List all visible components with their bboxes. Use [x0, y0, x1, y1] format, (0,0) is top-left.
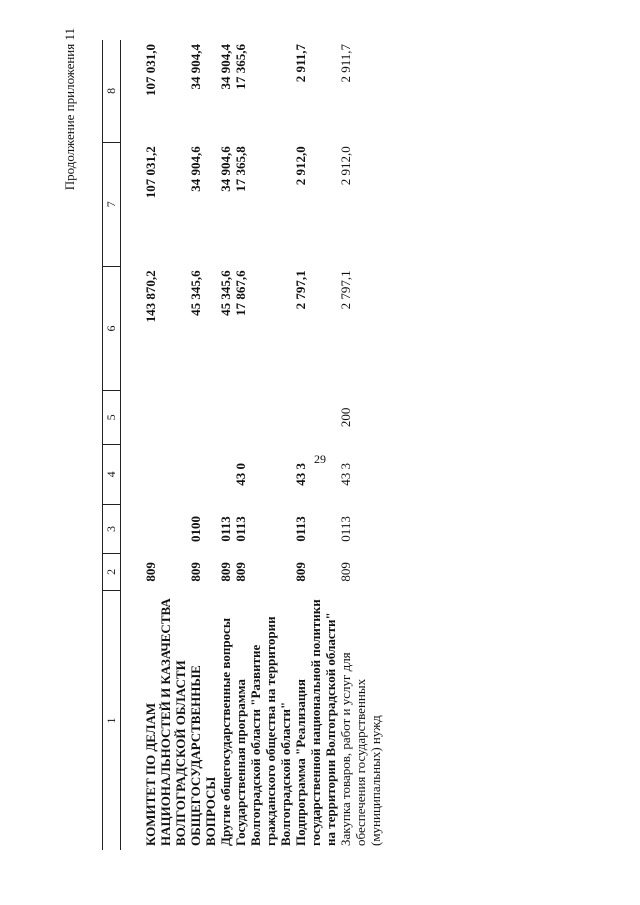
row-name: Государственная программа Волгоградской области "Развитие гражданского общества на территории Волгоградской области" — [233, 616, 293, 846]
rotated-page — [50, 10, 590, 890]
cell-expense-type — [188, 391, 218, 445]
cell-amount-8: 34 904,4 — [188, 44, 203, 90]
cell-amount-7: 34 904,6 — [218, 146, 233, 192]
cell-amount-8: 34 904,4 — [218, 44, 233, 90]
cell-amount-7: 2 912,0 — [338, 146, 353, 186]
col-header-2: 2 — [103, 553, 121, 590]
row-name: КОМИТЕТ ПО ДЕЛАМ НАЦИОНАЛЬНОСТЕЙ И КАЗАЧЕСТВА ВОЛГОГРАДСКОЙ ОБЛАСТИ — [143, 598, 188, 846]
page-number: 29 — [314, 452, 326, 466]
cell-expense-type — [143, 391, 188, 445]
table-row — [293, 40, 338, 850]
budget-table — [102, 40, 383, 850]
table-row — [233, 40, 293, 850]
cell-amount-7: 107 031,2 — [143, 146, 158, 199]
cell-target: 43 3 — [338, 463, 353, 486]
cell-expense-type — [293, 391, 338, 445]
cell-amount-6: 17 867,6 — [233, 270, 248, 316]
cell-expense-type — [218, 391, 233, 445]
col-header-4: 4 — [103, 444, 121, 504]
cell-amount-6: 2 797,1 — [338, 270, 353, 310]
cell-target — [218, 444, 233, 504]
cell-section: 0113 — [218, 516, 233, 542]
cell-section: 0113 — [233, 516, 248, 542]
row-name: Другие общегосударственные вопросы — [218, 618, 233, 846]
cell-expense-type: 200 — [338, 407, 353, 428]
row-name: Закупка товаров, работ и услуг для обеспечения государственных (муниципальных) нужд — [338, 652, 383, 846]
col-header-6: 6 — [103, 266, 121, 390]
cell-amount-8: 107 031,0 — [143, 44, 158, 96]
table-row — [218, 40, 233, 850]
cell-ministry: 809 — [338, 562, 353, 582]
cell-amount-8: 17 365,6 — [233, 44, 248, 90]
cell-section: 0113 — [338, 516, 353, 542]
col-header-3: 3 — [103, 505, 121, 554]
cell-amount-8: 2 911,7 — [338, 44, 353, 83]
cell-amount-6: 45 345,6 — [188, 270, 203, 316]
cell-ministry: 809 — [293, 562, 308, 582]
cell-amount-7: 34 904,6 — [188, 146, 203, 192]
cell-target: 43 0 — [233, 463, 248, 486]
table-row — [338, 40, 383, 850]
cell-amount-6: 2 797,1 — [293, 270, 308, 310]
appendix-caption: Продолжение приложения 11 — [62, 28, 77, 191]
row-name: Подпрограмма "Реализация государственной национальной политики на территории Волгоградской области" — [293, 599, 338, 846]
cell-section — [143, 505, 188, 554]
cell-target: 43 3 — [293, 463, 308, 486]
row-name: ОБЩЕГОСУДАРСТВЕННЫЕ ВОПРОСЫ — [188, 665, 218, 846]
col-header-8: 8 — [103, 40, 121, 142]
col-header-5: 5 — [103, 391, 121, 445]
cell-section: 0100 — [188, 515, 203, 542]
cell-ministry: 809 — [188, 562, 203, 582]
cell-section: 0113 — [293, 516, 308, 542]
cell-ministry: 809 — [143, 562, 158, 582]
table-row — [188, 40, 218, 850]
cell-amount-8: 2 911,7 — [293, 44, 308, 83]
cell-target — [143, 444, 188, 504]
cell-target — [188, 444, 218, 504]
table-row — [143, 40, 188, 850]
column-number-row — [103, 40, 121, 850]
cell-expense-type — [233, 391, 293, 445]
col-header-7: 7 — [103, 142, 121, 266]
cell-amount-7: 2 912,0 — [293, 146, 308, 186]
cell-amount-7: 17 365,8 — [233, 146, 248, 192]
cell-ministry: 809 — [233, 562, 248, 582]
cell-amount-6: 45 345,6 — [218, 270, 233, 316]
cell-ministry: 809 — [218, 562, 233, 582]
col-header-1: 1 — [103, 590, 121, 850]
cell-amount-6: 143 870,2 — [143, 270, 158, 323]
